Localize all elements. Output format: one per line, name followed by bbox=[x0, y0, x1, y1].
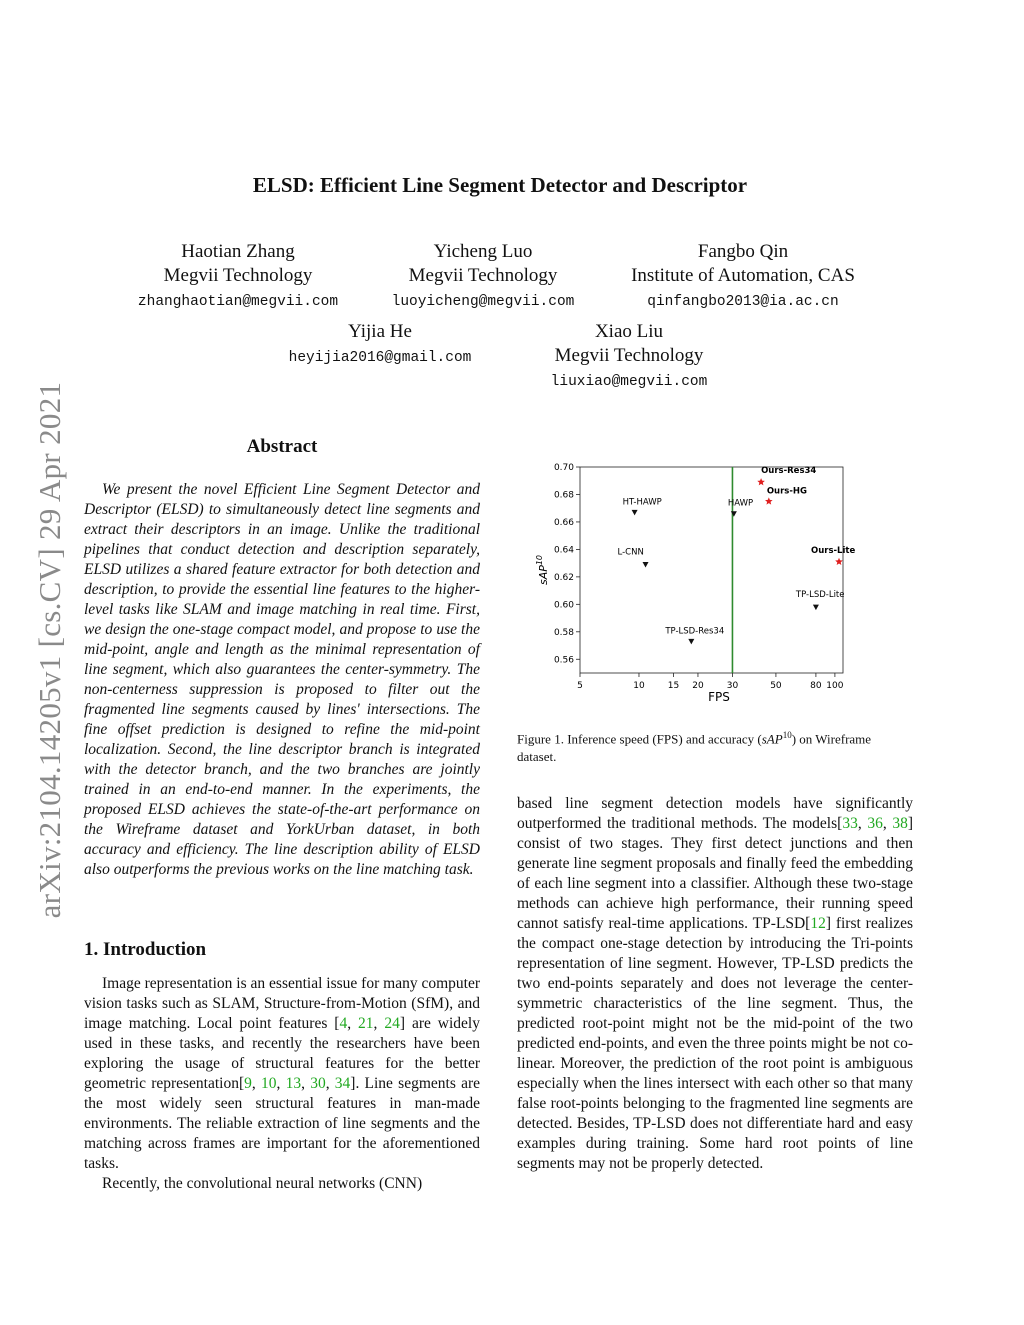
citation-link[interactable]: 13 bbox=[285, 1075, 302, 1092]
x-tick-label: 15 bbox=[667, 681, 680, 691]
author-affiliation: Megvii Technology bbox=[554, 345, 704, 366]
data-point-star bbox=[765, 497, 773, 504]
y-tick-label: 0.56 bbox=[553, 655, 574, 666]
citation-link[interactable]: 10 bbox=[261, 1075, 277, 1092]
x-axis-label: FPS bbox=[708, 690, 730, 704]
data-point-triangle bbox=[813, 605, 819, 611]
introduction-column-right bbox=[517, 794, 913, 1174]
x-tick-label: 5 bbox=[577, 681, 583, 691]
author-email: qinfangbo2013@ia.ac.cn bbox=[647, 294, 839, 310]
y-tick-label: 0.70 bbox=[553, 463, 574, 473]
x-tick-label: 100 bbox=[826, 681, 844, 691]
intro-paragraph: Image representation is an essential issue for many computer vision tasks such as SLAM, Structure-from-Motion (SfM), and image matching. Local point features [4, 21, 24] are widely used in these tasks, and recently the researchers have been exploring the usage of structural features for the better geometric representation[9, 10, 13, 30, 34]. Line segments are the most widely seen structural features in man-made environments. The reliable extraction of line segments and the matching across frames are important for the aforementioned tasks. bbox=[84, 975, 480, 1172]
data-point-label: Ours-Res34 bbox=[761, 466, 817, 477]
citation-link[interactable]: 4 bbox=[339, 1015, 348, 1032]
abstract-heading: Abstract bbox=[246, 436, 318, 457]
x-tick-label: 50 bbox=[770, 681, 782, 691]
author-name: Yicheng Luo bbox=[433, 241, 533, 262]
data-point-star bbox=[757, 478, 765, 485]
data-point-label: TP-LSD-Res34 bbox=[665, 626, 725, 637]
figure-caption: Figure 1. Inference speed (FPS) and accuracy (sAP$^{10}$) on Wireframe dataset. bbox=[517, 730, 872, 765]
author-affiliation: Megvii Technology bbox=[163, 265, 313, 286]
x-tick-label: 20 bbox=[692, 681, 704, 691]
data-point-star bbox=[835, 558, 843, 565]
author-email: luoyicheng@megvii.com bbox=[391, 294, 575, 310]
data-point-label: TP-LSD-Lite bbox=[795, 590, 845, 601]
intro-paragraph: based line segment detection models have significantly outperformed the traditional methods. The models[33, 36, 38] consist of two stages. They first detect junctions and then generate line segment proposals and finally feed the embedding of each line segment into a classifier. Although these two-stage methods can achieve high performance, their running speed cannot satisfy real-time applications. TP-LSD[12] first realizes the compact one-stage detection by introducing the Tri-points representation of line segment. However, TP-LSD predicts the two end-points separately and does not leverage the center-symmetric characteristics of the line segment. Thus, the predicted root-point might not be the mid-point of the two predicted end-points, and even the three points might be not co-linear. Moreover, the prediction of the root point is ambiguous especially when the lines intersect with each other so that many false root-points belonging to the fragmented line segments are detected. Besides, TP-LSD does not differentiate hard and easy examples during training. Some hard root points of line segments may not be properly detected. bbox=[517, 795, 914, 1172]
author-block bbox=[519, 320, 739, 394]
citation-link[interactable]: 12 bbox=[810, 915, 826, 932]
citation-link[interactable]: 33 bbox=[842, 815, 858, 832]
arxiv-stamp bbox=[28, 355, 72, 945]
abstract-text: We present the novel Efficient Line Segment Detector and Descriptor (ELSD) to simultaneously detect line segments and extract their descriptors in an image. Unlike the traditional pipelines that conduct detection and description separately, ELSD utilizes a shared feature extractor for both detection and description, to provide the essential line features to the higher-level tasks like SLAM and image matching in real time. First, we design the one-stage compact model, and propose to use the mid-point, angle and length as the minimal representation of line segment, which also guarantees the center-symmetry. The non-centerness suppression is proposed to filter out the fragmented line segments caused by lines' intersections. The fine offset prediction is designed to refine the mid-point localization. Second, the line descriptor branch is integrated with the detector branch, and the two branches are jointly trained in an end-to-end manner. In the experiments, the proposed ELSD achieves the state-of-the-art performance on the Wireframe dataset and YorkUrban dataset, in both accuracy and efficiency. The line description ability of ELSD also outperforms the previous works on the line matching task. bbox=[84, 481, 480, 878]
intro-paragraph: Recently, the convolutional neural networks (CNN) bbox=[102, 1175, 423, 1192]
data-point-triangle bbox=[643, 562, 649, 568]
y-axis-label: sAP$^{10}$ bbox=[535, 554, 550, 586]
author-block bbox=[363, 240, 603, 314]
author-email: zhanghaotian@megvii.com bbox=[137, 294, 339, 310]
author-block bbox=[270, 320, 490, 370]
author-email: liuxiao@megvii.com bbox=[550, 374, 708, 390]
data-point-triangle bbox=[688, 639, 694, 645]
author-email: heyijia2016@gmail.com bbox=[288, 350, 472, 366]
abstract-body bbox=[84, 480, 480, 880]
x-tick-label: 30 bbox=[726, 681, 739, 691]
citation-link[interactable]: 24 bbox=[384, 1015, 400, 1032]
introduction-column-left bbox=[84, 974, 480, 1194]
y-tick-label: 0.62 bbox=[553, 572, 574, 583]
introduction-heading: 1. Introduction bbox=[84, 939, 207, 960]
x-tick-label: 10 bbox=[633, 681, 645, 691]
y-tick-label: 0.58 bbox=[553, 627, 574, 638]
author-name: Fangbo Qin bbox=[697, 241, 789, 262]
author-affiliation: Megvii Technology bbox=[408, 265, 558, 286]
citation-link[interactable]: 9 bbox=[244, 1075, 252, 1092]
citation-link[interactable]: 38 bbox=[892, 815, 908, 832]
data-point-label: Ours-HG bbox=[766, 486, 807, 497]
data-point-label: L-CNN bbox=[617, 547, 644, 558]
plot-frame bbox=[580, 467, 843, 673]
y-tick-label: 0.64 bbox=[553, 545, 574, 556]
citation-link[interactable]: 21 bbox=[358, 1015, 374, 1032]
y-tick-label: 0.66 bbox=[553, 517, 574, 528]
author-name: Xiao Liu bbox=[594, 321, 664, 342]
arxiv-id: arXiv:2104.14205v1 [cs.CV] 29 Apr 2021 bbox=[32, 381, 67, 919]
data-point-triangle bbox=[632, 510, 638, 516]
author-affiliation: Institute of Automation, CAS bbox=[631, 265, 855, 286]
citation-link[interactable]: 30 bbox=[310, 1075, 326, 1092]
citation-link[interactable]: 36 bbox=[867, 815, 883, 832]
data-point-label: HT-HAWP bbox=[622, 497, 662, 508]
author-name: Yijia He bbox=[348, 321, 412, 342]
author-block bbox=[612, 240, 874, 314]
fps-accuracy-chart bbox=[527, 455, 867, 705]
citation-link[interactable]: 34 bbox=[334, 1075, 351, 1092]
data-point-label: HAWP bbox=[727, 498, 754, 509]
x-tick-label: 80 bbox=[810, 681, 822, 691]
author-name: Haotian Zhang bbox=[181, 241, 295, 262]
paper-title: ELSD: Efficient Line Segment Detector and Descriptor bbox=[252, 173, 748, 197]
y-tick-label: 0.60 bbox=[553, 600, 574, 611]
y-tick-label: 0.68 bbox=[553, 490, 574, 501]
author-block bbox=[118, 240, 358, 314]
data-point-label: Ours-Lite bbox=[811, 545, 856, 556]
